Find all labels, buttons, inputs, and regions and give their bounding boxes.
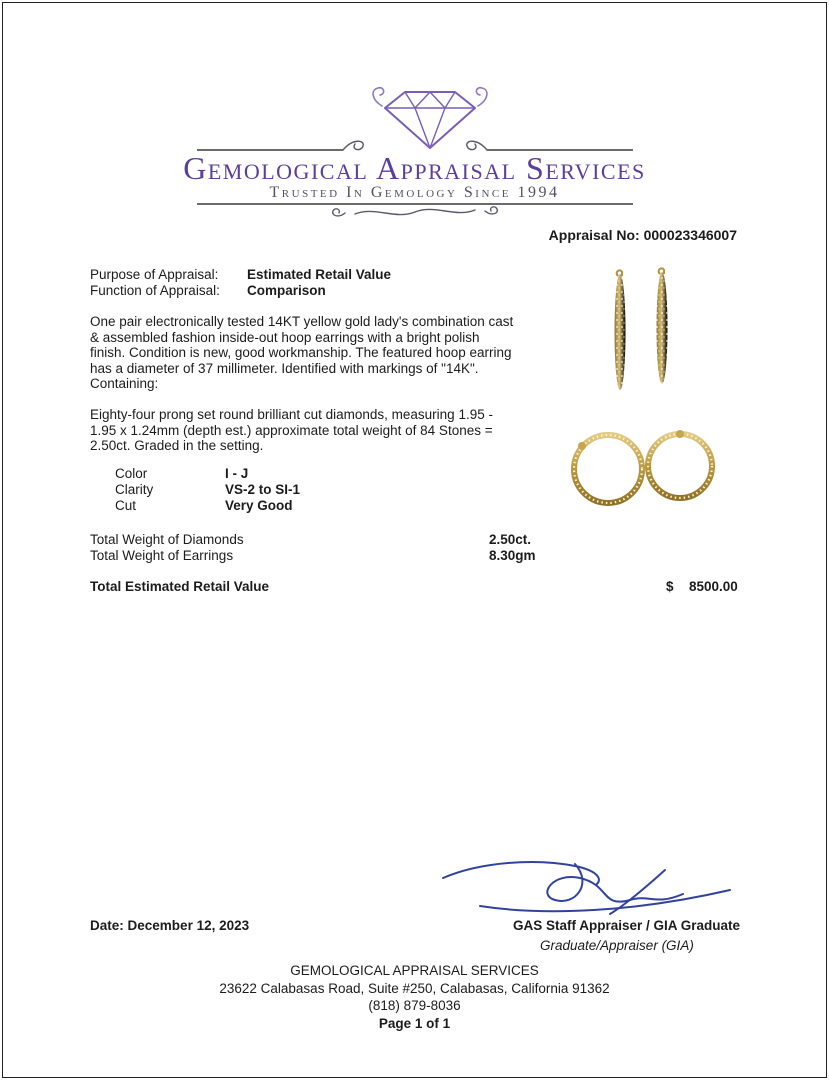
clarity-label: Clarity	[115, 482, 154, 497]
retail-value: 8500.00	[689, 579, 738, 594]
clarity-value: VS-2 to SI-1	[225, 482, 301, 497]
grades-table	[115, 466, 300, 514]
cut-value: Very Good	[225, 498, 293, 513]
color-value: I - J	[225, 466, 249, 481]
date-line	[90, 918, 249, 934]
appraisal-number-value: 000023346007	[643, 227, 737, 243]
date-value: December 12, 2023	[127, 918, 250, 933]
appraisal-number	[549, 227, 737, 243]
appraisal-number-label: Appraisal No:	[548, 227, 640, 243]
purpose-label: Purpose of Appraisal:	[90, 267, 219, 282]
retail-currency: $	[666, 579, 674, 594]
grade-row-clarity	[115, 482, 300, 498]
page-indicator: Page 1 of 1	[378, 1015, 451, 1031]
earrings-photo-side-view	[580, 262, 700, 397]
footer-phone: (818) 879-8036	[368, 998, 461, 1013]
diamond-weight-value: 2.50ct.	[489, 532, 532, 547]
appraiser-subtitle: Graduate/Appraiser (GIA)	[540, 938, 694, 953]
function-value: Comparison	[247, 283, 326, 298]
earrings-photo-front-view	[558, 412, 733, 522]
org-title: Gemological Appraisal Services	[183, 150, 646, 186]
function-label: Function of Appraisal:	[90, 283, 220, 298]
color-label: Color	[115, 466, 148, 481]
appraiser-title: GAS Staff Appraiser / GIA Graduate	[513, 918, 741, 933]
footer-address: 23622 Calabasas Road, Suite #250, Calabasas, California 91362	[219, 980, 610, 996]
function-row	[90, 283, 326, 299]
diamond-weight-label: Total Weight of Diamonds	[90, 532, 244, 547]
item-description: One pair electronically tested 14KT yellow gold lady's combination cast & assembled fashion inside-out hoop earrings with a bright polish finish. Condition is new, good workmanship. The featured hoop earring has a diameter of 37 millimeter. Identified with markings of "14K". Containing:	[90, 314, 514, 391]
grade-row-cut	[115, 498, 300, 514]
footer-org-name: GEMOLOGICAL APPRAISAL SERVICES	[290, 963, 539, 978]
purpose-row	[90, 267, 391, 283]
signature-image	[425, 850, 755, 920]
cut-label: Cut	[115, 498, 137, 513]
footer	[0, 962, 829, 1032]
date-label: Date:	[90, 918, 124, 933]
earring-weight-value: 8.30gm	[489, 548, 536, 563]
org-tagline: Trusted In Gemology Since 1994	[269, 184, 560, 201]
grade-row-color	[115, 466, 300, 482]
diamond-description: Eighty-four prong set round brilliant cut diamonds, measuring 1.95 - 1.95 x 1.24mm (depth est.) approximate total weight of 84 Stones = 2.50ct. Graded in the setting.	[90, 407, 493, 453]
earring-weight-label: Total Weight of Earrings	[90, 548, 234, 563]
purpose-value: Estimated Retail Value	[247, 267, 392, 282]
retail-value-label: Total Estimated Retail Value	[90, 579, 270, 594]
